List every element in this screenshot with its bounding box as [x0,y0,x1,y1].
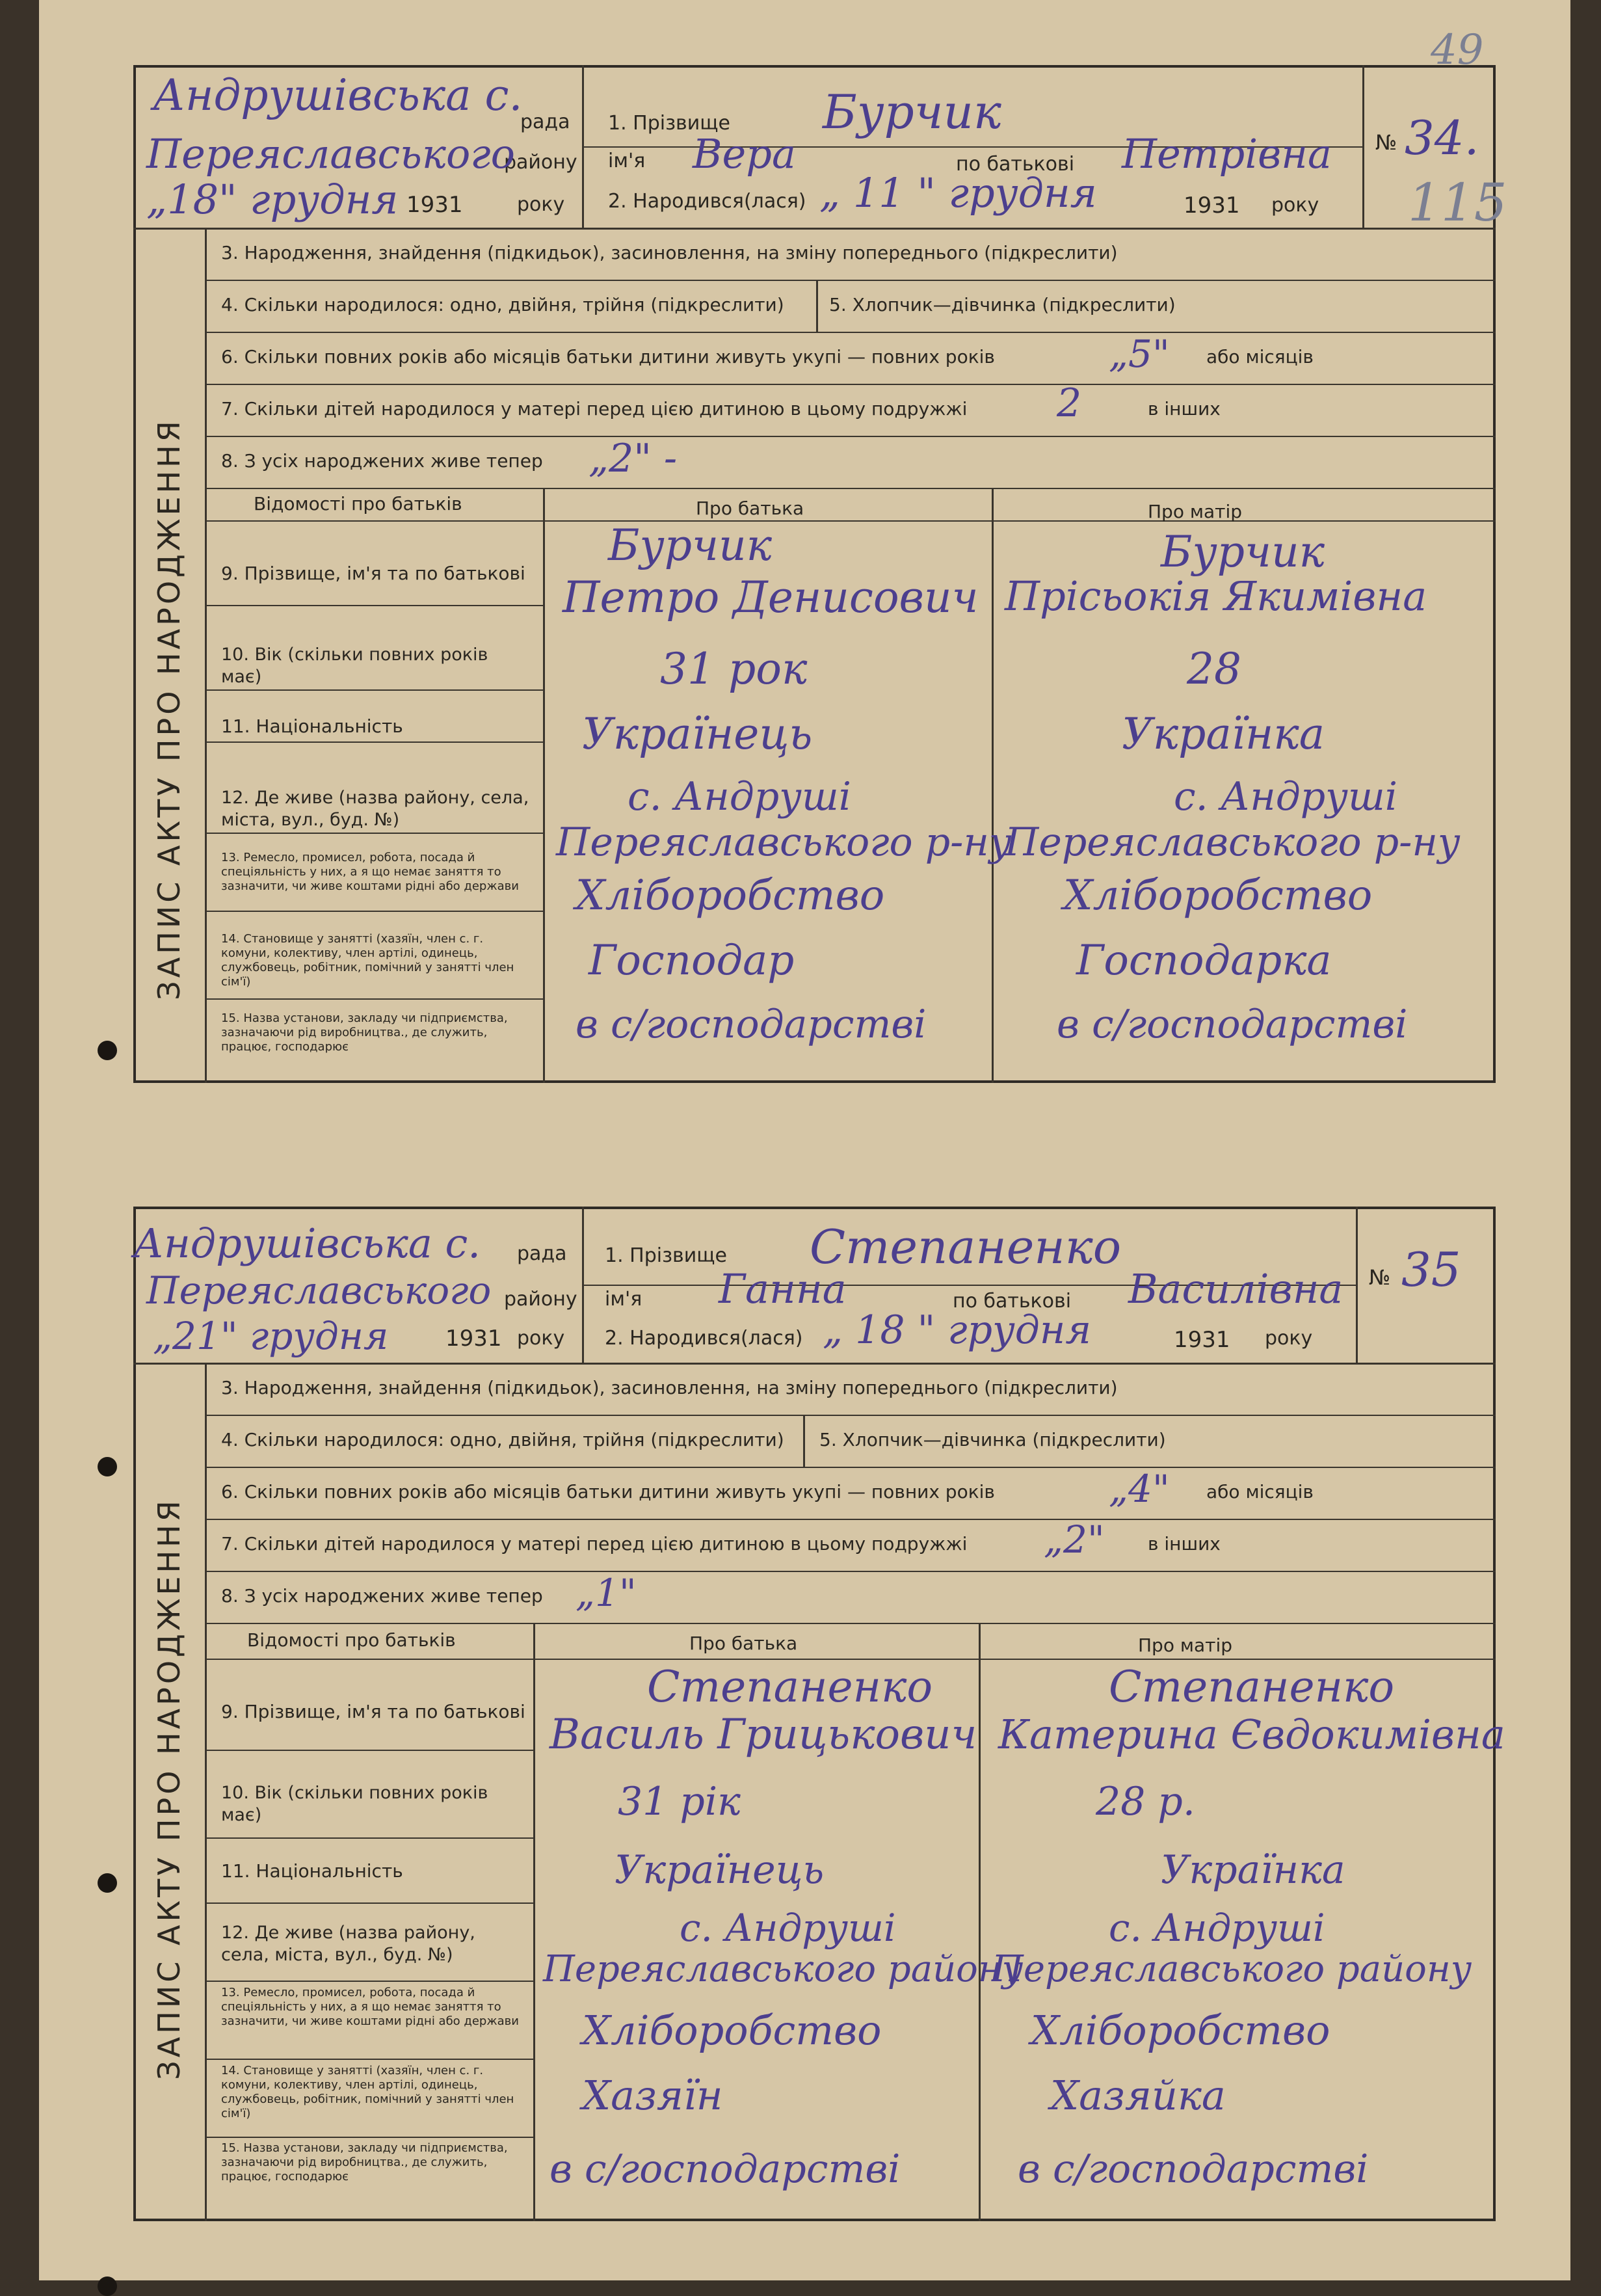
rada-name: Андрушівська с. [153,70,523,120]
mother-name: Прісьокія Якимівна [1005,572,1427,620]
binding-hole [98,1873,117,1893]
father-age: 31 рок [660,644,808,694]
mother-age: 28 [1187,644,1241,694]
mother-nationality: Українка [1122,709,1325,759]
rayon-name: Переяславського [146,130,515,178]
child-name: Вера [693,130,796,178]
binding-hole [98,1457,117,1476]
mother-surname: Бурчик [1161,527,1325,577]
child-patronymic: Петрівна [1122,130,1332,178]
binding-hole [98,2276,117,2296]
registration-date: „18" грудня [146,176,399,223]
father-nationality: Українець [582,709,813,759]
child-surname: Бурчик [823,85,1001,139]
page-number: 49 [1431,26,1484,74]
binding-hole [98,1041,117,1060]
father-name: Петро Денисович [562,572,979,622]
birth-record-35: рада району року 1931 Андрушівська с. Переяславського „21" грудня 1. Прізвище Степаненко ім'я Ганна по батькові Василівна 2. Народився(лася) „ 18 " грудня 1931 року № 35 ЗАПИС АКТУ ПРО НАРОДЖЕННЯ 3. Народження, знайдення (підкидьок), засиновлення, на зміну попереднього (підкреслити) 4. Скільки народилося: одно, двійня, трійня (підкреслити) 5. Хлопчик—дівчинка (підкреслити) 6. Скільки повних років або місяців батьки дитини живуть укупі — повних років „4" або місяців 7. Скільки дітей народилося у матері перед цією дитиною в цьому подружжі „2" в інших 8. З усіх народжених живе тепер „1" Відомості про батьків Про батька Про матір 9. Прізвище, ім'я та по батькові 10. Вік (скільки повних років має) 11. Національність 12. Де живе (назва району, села, міста, вул., буд. №) 13. Ремесло, промисел, робота, посада й спеціяльність у них, а я що немає заняття то зазначити, чи живе коштами рідні або держави 14. Становище у занятті (хазяїн, член с. г. комуни, колективу, член артілі, одинець, службовець, робітник, помічний у занятті член сім'ї) 15. Назва установи, закладу чи підприємства, зазначаючи рід виробництва., де служить, працює, господарює Степаненко Василь Грицькович 31 рік Українець с. Андруші Переяславського району Хліборобство Хазяїн в с/господарстві Степаненко Катерина Євдокимівна 28 р. Українка с. Андруші Переяславського району Хліборобство Хазяйка в с/господарстві [133,1207,1496,2221]
side-title: ЗАПИС АКТУ ПРО НАРОДЖЕННЯ [152,418,187,1000]
side-title: ЗАПИС АКТУ ПРО НАРОДЖЕННЯ [152,1497,187,2080]
record-number: 34. [1405,111,1479,165]
stamp-number: 115 [1408,172,1507,233]
birth-record-34: рада району року Андрушівська с. Переяславського „18" грудня 1931 1. Прізвище Бурчик ім'я Вера по батькові Петрівна 2. Народився(лася) „ 11 " грудня 1931 року № 34. 115 ЗАПИС АКТУ ПРО НАРОДЖЕННЯ 3. Народження, знайдення (підкидьок), засиновлення, на зміну попереднього (підкреслити) 4. Скільки народилося: одно, двійня, трійня (підкреслити) 5. Хлопчик—дівчинка (підкреслити) 6. Скільки повних років або місяців батьки дитини живуть укупі — повних років „5" або місяців 7. Скільки дітей народилося у матері перед цією дитиною в цьому подружжі 2 в інших 8. З усіх народжених живе тепер „2" - Відомості про батьків Про батька Про матір 9. Прізвище, ім'я та по батькові 10. Вік (скільки повних років має) 11. Національність 12. Де живе (назва району, села, міста, вул., буд. №) 13. Ремесло, промисел, робота, посада й спеціяльність у них, а я що немає заняття то зазначити, чи живе коштами рідні або держави 14. Становище у занятті (хазяїн, член с. г. комуни, колективу, член артілі, одинець, службовець, робітник, помічний у занятті член сім'ї) 15. Назва установи, закладу чи підприємства, зазначаючи рід виробництва., де служить, працює, господарює Бурчик Петро Денисович 31 рок Українець с. Андруші Переяславського р-ну Хліборобство Господар в с/господарстві Бурчик Прісьокія Якимівна 28 Українка с. Андруші Переяславського р-ну Хліборобство Господарка в с/господарстві [133,65,1496,1080]
birth-date: „ 11 " грудня [819,169,1097,217]
father-surname: Бурчик [608,520,773,570]
